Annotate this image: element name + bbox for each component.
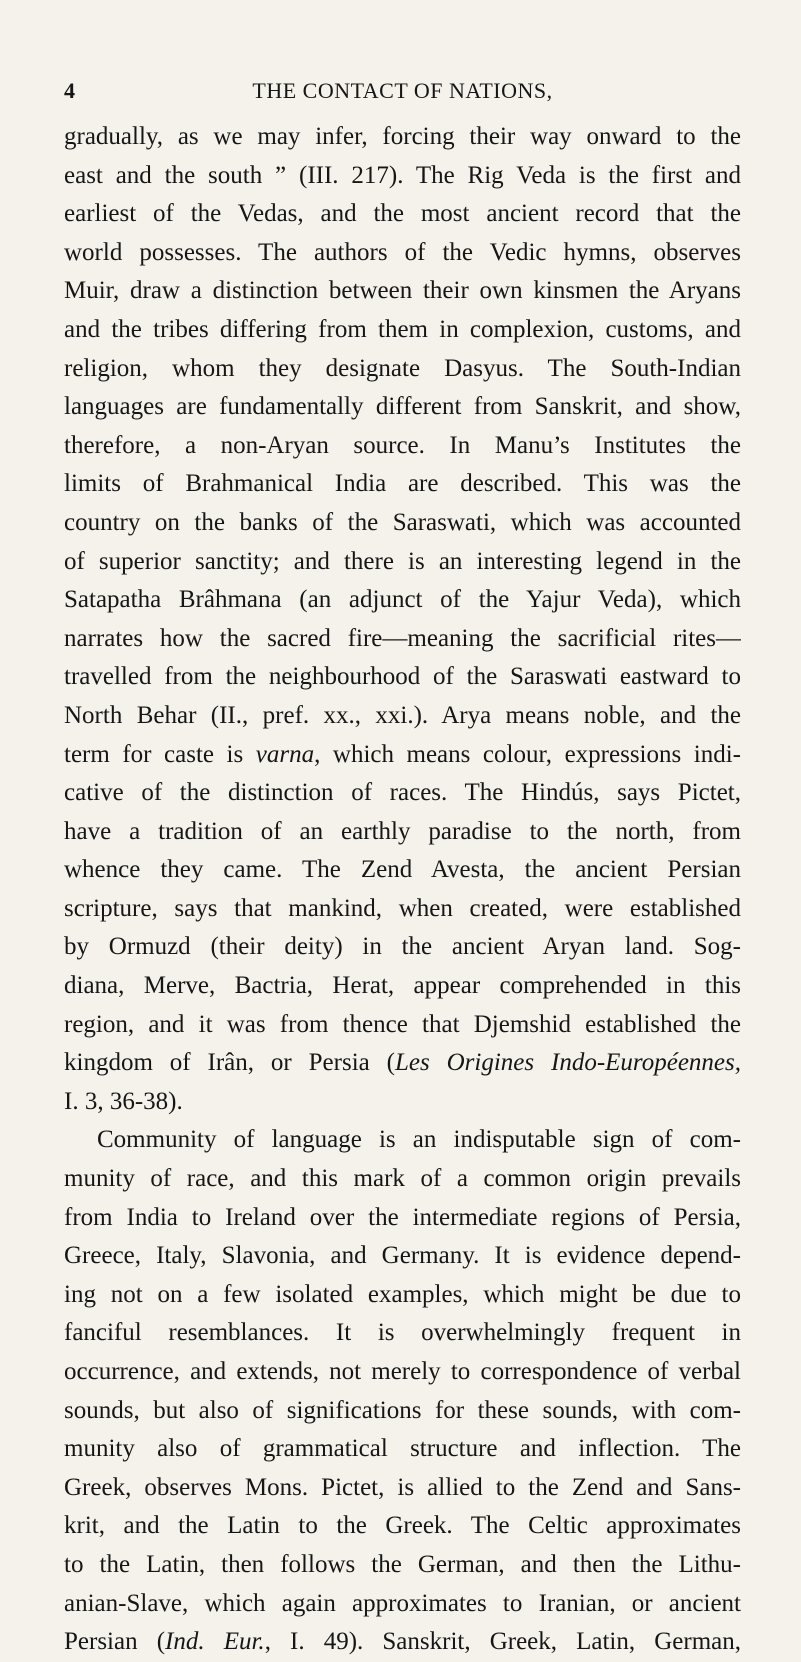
text-line: munity also of grammatical structure and inflection. The [64,1435,741,1463]
text-line: krit, and the Latin to the Greek. The Celtic approximates [64,1512,741,1540]
text-line: Greek, observes Mons. Pictet, is allied to the Zend and Sans- [64,1473,741,1501]
running-header [64,78,741,108]
text-line: travelled from the neighbourhood of the Saraswati eastward to [64,663,741,691]
text-line: from India to Ireland over the intermediate regions of Persia, [64,1203,741,1231]
text-segment: term for caste is [64,740,256,768]
text-line: religion, whom they designate Dasyus. The South-Indian [64,354,741,382]
text-line: to the Latin, then follows the German, and then the Lithu- [64,1550,741,1578]
text-line: diana, Merve, Bactria, Herat, appear comprehended in this [64,972,741,1000]
text-segment: , which means colour, expressions indi- [314,740,741,768]
text-segment: Persian ( [64,1628,166,1656]
italic-term: Ind. Eur. [165,1628,265,1656]
text-line: munity of race, and this mark of a common origin prevails [64,1165,741,1193]
text-line: and the tribes differing from them in complexion, customs, and [64,315,741,343]
text-line [64,1044,741,1083]
text-line: anian-Slave, which again approximates to Iranian, or ancient [64,1589,741,1617]
text-line: cative of the distinction of races. The Hindús, says Pictet, [64,779,741,807]
body-text [64,118,741,1662]
text-line: Muir, draw a distinction between their own kinsmen the Aryans [64,277,741,305]
text-line: by Ormuzd (their deity) in the ancient Aryan land. Sog- [64,933,741,961]
text-line: limits of Brahmanical India are described. This was the [64,470,741,498]
text-line: gradually, as we may infer, forcing their way onward to the [64,123,741,150]
text-line: of superior sanctity; and there is an interesting legend in the [64,547,741,575]
text-line: whence they came. The Zend Avesta, the ancient Persian [64,856,741,884]
text-line: Greece, Italy, Slavonia, and Germany. It is evidence depend- [64,1242,741,1270]
text-line: have a tradition of an earthly paradise to the north, from [64,817,741,845]
text-line: country on the banks of the Saraswati, which was accounted [64,508,741,536]
text-line: Community of language is an indisputable sign of com- [97,1126,741,1154]
text-line: sounds, but also of significations for these sounds, with com- [64,1396,741,1424]
italic-term: Les Origines Indo-Européennes, [394,1049,741,1077]
text-line: scripture, says that mankind, when created, were established [64,894,741,922]
text-line: therefore, a non-Aryan source. In Manu’s Institutes the [64,431,741,459]
text-line: Satapatha Brâhmana (an adjunct of the Yajur Veda), which [64,586,741,614]
text-line: earliest of the Vedas, and the most ancient record that the [64,200,741,228]
text-line: fanciful resemblances. It is overwhelmingly frequent in [64,1319,741,1347]
running-title: THE CONTACT OF NATIONS, [252,78,553,103]
text-line: ing not on a few isolated examples, which might be due to [64,1280,741,1308]
text-line: languages are fundamentally different from Sanskrit, and show, [64,393,741,421]
text-line: North Behar (II., pref. xx., xxi.). Arya means noble, and the [64,701,741,729]
text-line: narrates how the sacred fire—meaning the sacrificial rites— [64,624,741,652]
text-line [64,736,741,775]
page-number: 4 [64,78,76,103]
text-line [64,1623,741,1662]
text-segment: , I. 49). Sanskrit, Greek, Latin, German, [264,1628,741,1656]
text-line: I. 3, 36-38). [64,1087,183,1115]
text-line: world possesses. The authors of the Vedic hymns, observes [64,238,741,266]
text-segment: kingdom of Irân, or Persia ( [64,1049,395,1077]
text-line: east and the south ” (III. 217). The Rig Veda is the first and [64,161,741,189]
text-line: occurrence, and extends, not merely to correspondence of verbal [64,1358,741,1385]
text-line: region, and it was from thence that Djemshid established the [64,1010,741,1038]
italic-term: varna [255,740,315,768]
